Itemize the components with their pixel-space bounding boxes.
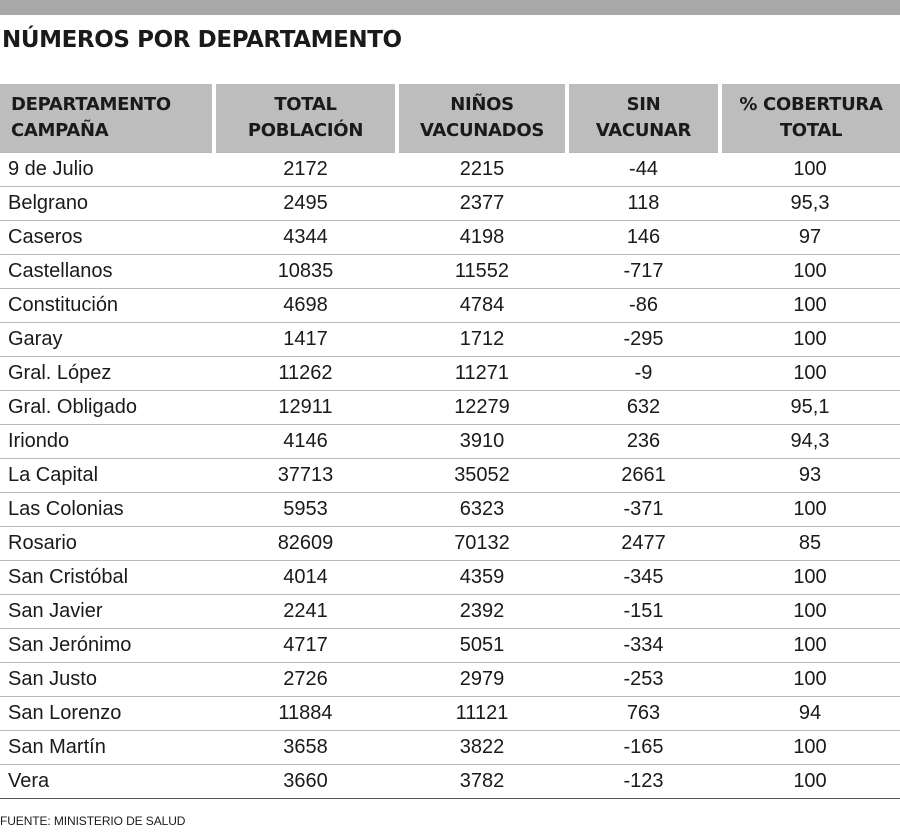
cell-departamento: Caseros: [0, 221, 214, 255]
cell-ninos-vacunados: 2377: [397, 187, 567, 221]
cell-ninos-vacunados: 4784: [397, 289, 567, 323]
cell-departamento: San Cristóbal: [0, 561, 214, 595]
cell-sin-vacunar: -9: [567, 357, 720, 391]
cell-cobertura: 100: [720, 289, 900, 323]
cell-total-poblacion: 37713: [214, 459, 397, 493]
cell-departamento: San Jerónimo: [0, 629, 214, 663]
cell-ninos-vacunados: 4359: [397, 561, 567, 595]
header-line: DEPARTAMENTO: [11, 94, 171, 115]
table-row: [0, 765, 900, 799]
cell-departamento: Rosario: [0, 527, 214, 561]
cell-cobertura: 95,1: [720, 391, 900, 425]
cell-ninos-vacunados: 1712: [397, 323, 567, 357]
cell-sin-vacunar: -44: [567, 153, 720, 187]
cell-ninos-vacunados: 3910: [397, 425, 567, 459]
cell-ninos-vacunados: 2392: [397, 595, 567, 629]
cell-total-poblacion: 2241: [214, 595, 397, 629]
cell-cobertura: 100: [720, 323, 900, 357]
cell-sin-vacunar: -165: [567, 731, 720, 765]
cell-total-poblacion: 4698: [214, 289, 397, 323]
table-row: [0, 255, 900, 289]
cell-ninos-vacunados: 6323: [397, 493, 567, 527]
cell-departamento: 9 de Julio: [0, 153, 214, 187]
cell-cobertura: 100: [720, 153, 900, 187]
cell-cobertura: 94: [720, 697, 900, 731]
cell-departamento: Iriondo: [0, 425, 214, 459]
cell-ninos-vacunados: 12279: [397, 391, 567, 425]
cell-sin-vacunar: -295: [567, 323, 720, 357]
table-header-row: [0, 84, 900, 153]
cell-sin-vacunar: 236: [567, 425, 720, 459]
cell-departamento: Las Colonias: [0, 493, 214, 527]
cell-total-poblacion: 3660: [214, 765, 397, 799]
cell-sin-vacunar: -253: [567, 663, 720, 697]
table-row: [0, 221, 900, 255]
cell-ninos-vacunados: 3782: [397, 765, 567, 799]
header-ninos-vacunados: [397, 84, 567, 153]
table-row: [0, 153, 900, 187]
table-body: [0, 153, 900, 799]
cell-total-poblacion: 82609: [214, 527, 397, 561]
header-line: % COBERTURA: [739, 94, 883, 115]
cell-departamento: San Lorenzo: [0, 697, 214, 731]
table-row: [0, 561, 900, 595]
cell-cobertura: 97: [720, 221, 900, 255]
header-line: TOTAL: [779, 120, 843, 141]
header-line: NIÑOS: [450, 94, 514, 115]
cell-sin-vacunar: 2661: [567, 459, 720, 493]
header-line: VACUNAR: [595, 120, 692, 141]
cell-cobertura: 100: [720, 765, 900, 799]
cell-total-poblacion: 11262: [214, 357, 397, 391]
cell-total-poblacion: 2172: [214, 153, 397, 187]
cell-cobertura: 85: [720, 527, 900, 561]
source-note: FUENTE: MINISTERIO DE SALUD: [0, 814, 186, 828]
cell-ninos-vacunados: 2979: [397, 663, 567, 697]
cell-departamento: San Justo: [0, 663, 214, 697]
header-sin-vacunar: [567, 84, 720, 153]
header-line: VACUNADOS: [420, 120, 544, 141]
cell-ninos-vacunados: 70132: [397, 527, 567, 561]
cell-departamento: La Capital: [0, 459, 214, 493]
header-cobertura: [720, 84, 900, 153]
page-title: NÚMEROS POR DEPARTAMENTO: [2, 27, 402, 53]
table-row: [0, 629, 900, 663]
cell-ninos-vacunados: 3822: [397, 731, 567, 765]
table-row: [0, 289, 900, 323]
table-row: [0, 357, 900, 391]
cell-departamento: Constitución: [0, 289, 214, 323]
cell-cobertura: 94,3: [720, 425, 900, 459]
table-row: [0, 663, 900, 697]
table-row: [0, 731, 900, 765]
cell-ninos-vacunados: 11552: [397, 255, 567, 289]
table-row: [0, 323, 900, 357]
cell-ninos-vacunados: 35052: [397, 459, 567, 493]
cell-cobertura: 93: [720, 459, 900, 493]
table-row: [0, 697, 900, 731]
cell-sin-vacunar: 632: [567, 391, 720, 425]
cell-total-poblacion: 12911: [214, 391, 397, 425]
table-row: [0, 391, 900, 425]
table-row: [0, 459, 900, 493]
cell-total-poblacion: 4717: [214, 629, 397, 663]
cell-total-poblacion: 11884: [214, 697, 397, 731]
cell-ninos-vacunados: 2215: [397, 153, 567, 187]
cell-cobertura: 100: [720, 731, 900, 765]
cell-total-poblacion: 2726: [214, 663, 397, 697]
cell-total-poblacion: 1417: [214, 323, 397, 357]
cell-total-poblacion: 4344: [214, 221, 397, 255]
cell-departamento: Vera: [0, 765, 214, 799]
cell-sin-vacunar: 763: [567, 697, 720, 731]
cell-sin-vacunar: -86: [567, 289, 720, 323]
cell-sin-vacunar: 118: [567, 187, 720, 221]
cell-ninos-vacunados: 11271: [397, 357, 567, 391]
table-row: [0, 595, 900, 629]
cell-sin-vacunar: -151: [567, 595, 720, 629]
header-total-poblacion: [214, 84, 397, 153]
cell-departamento: Gral. Obligado: [0, 391, 214, 425]
departments-table: [0, 84, 900, 799]
header-line: SIN: [626, 94, 661, 115]
cell-cobertura: 100: [720, 493, 900, 527]
table-row: [0, 425, 900, 459]
cell-departamento: Castellanos: [0, 255, 214, 289]
cell-sin-vacunar: -371: [567, 493, 720, 527]
cell-cobertura: 95,3: [720, 187, 900, 221]
cell-total-poblacion: 2495: [214, 187, 397, 221]
cell-cobertura: 100: [720, 595, 900, 629]
cell-total-poblacion: 3658: [214, 731, 397, 765]
cell-ninos-vacunados: 11121: [397, 697, 567, 731]
cell-departamento: San Javier: [0, 595, 214, 629]
cell-cobertura: 100: [720, 561, 900, 595]
cell-departamento: Garay: [0, 323, 214, 357]
cell-ninos-vacunados: 5051: [397, 629, 567, 663]
cell-ninos-vacunados: 4198: [397, 221, 567, 255]
cell-sin-vacunar: -717: [567, 255, 720, 289]
cell-total-poblacion: 4146: [214, 425, 397, 459]
cell-total-poblacion: 10835: [214, 255, 397, 289]
top-bar: [0, 0, 900, 15]
cell-departamento: San Martín: [0, 731, 214, 765]
table-row: [0, 187, 900, 221]
header-line: TOTAL: [274, 94, 337, 115]
table-row: [0, 527, 900, 561]
cell-cobertura: 100: [720, 357, 900, 391]
cell-sin-vacunar: -345: [567, 561, 720, 595]
cell-sin-vacunar: -334: [567, 629, 720, 663]
cell-cobertura: 100: [720, 629, 900, 663]
table-row: [0, 493, 900, 527]
header-line: POBLACIÓN: [247, 120, 364, 141]
cell-total-poblacion: 5953: [214, 493, 397, 527]
header-departamento: [0, 84, 214, 153]
cell-departamento: Gral. López: [0, 357, 214, 391]
header-line: CAMPAÑA: [11, 120, 109, 141]
cell-cobertura: 100: [720, 255, 900, 289]
cell-total-poblacion: 4014: [214, 561, 397, 595]
cell-departamento: Belgrano: [0, 187, 214, 221]
cell-cobertura: 100: [720, 663, 900, 697]
cell-sin-vacunar: -123: [567, 765, 720, 799]
cell-sin-vacunar: 2477: [567, 527, 720, 561]
cell-sin-vacunar: 146: [567, 221, 720, 255]
